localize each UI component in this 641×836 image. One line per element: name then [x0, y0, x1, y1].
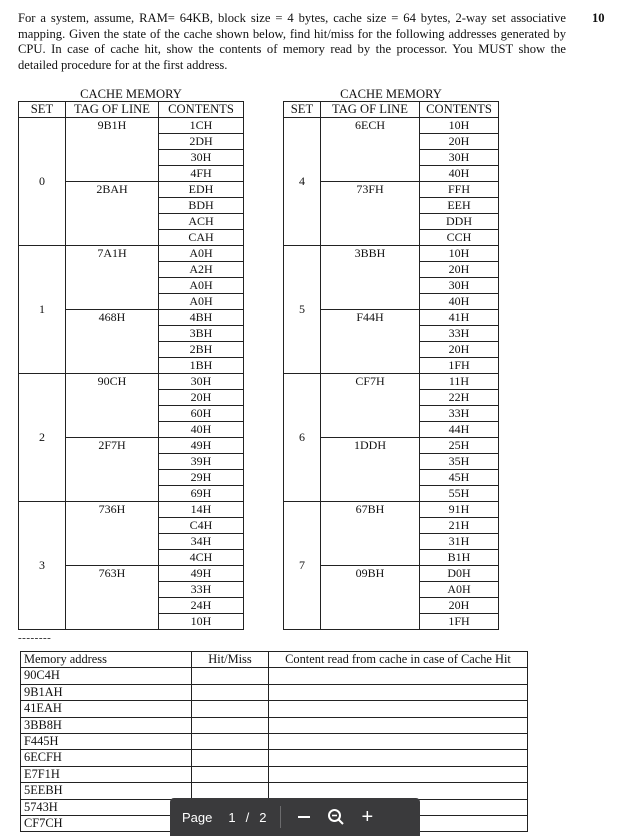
cache-content-byte: 41H	[420, 310, 499, 326]
hit-miss-cell[interactable]	[192, 701, 269, 717]
cache-content-byte: 40H	[159, 422, 244, 438]
cache-content-byte: C4H	[159, 518, 244, 534]
zoom-in-button[interactable]	[361, 807, 373, 827]
set-number: 3	[19, 502, 66, 630]
memory-address: 9B1AH	[21, 684, 192, 700]
tag-of-line: 90CH	[66, 374, 159, 438]
cache-content-byte: 4FH	[159, 166, 244, 182]
cache-content-byte: 29H	[159, 470, 244, 486]
cache-content-byte: 40H	[420, 294, 499, 310]
cache-content-byte: 60H	[159, 406, 244, 422]
tag-of-line: 3BBH	[321, 246, 420, 310]
cache-content-byte: A0H	[420, 582, 499, 598]
cache-column-header: CONTENTS	[420, 102, 499, 118]
content-read-cell[interactable]	[269, 766, 528, 782]
cache-table-left	[18, 101, 244, 630]
cache-content-byte: 25H	[420, 438, 499, 454]
cache-column-header: SET	[19, 102, 66, 118]
cache-content-byte: 22H	[420, 390, 499, 406]
hit-miss-cell[interactable]	[192, 668, 269, 684]
cache-content-byte: CCH	[420, 230, 499, 246]
cache-content-byte: 10H	[420, 246, 499, 262]
set-number: 4	[284, 118, 321, 246]
cache-row	[284, 502, 499, 518]
tag-of-line: 9B1H	[66, 118, 159, 182]
cache-content-byte: CAH	[159, 230, 244, 246]
toolbar-divider	[280, 806, 281, 828]
memory-table-row	[21, 701, 528, 717]
memory-table-row	[21, 734, 528, 750]
minus-icon	[298, 816, 310, 818]
memory-address: 6ECFH	[21, 750, 192, 766]
hit-miss-cell[interactable]	[192, 717, 269, 733]
content-read-cell[interactable]	[269, 734, 528, 750]
cache-row	[284, 246, 499, 262]
set-number: 0	[19, 118, 66, 246]
cache-row	[19, 246, 244, 262]
set-number: 6	[284, 374, 321, 502]
memory-table-row	[21, 766, 528, 782]
zoom-reset-button[interactable]	[327, 808, 345, 826]
tag-of-line: 7A1H	[66, 246, 159, 310]
cache-content-byte: 1CH	[159, 118, 244, 134]
cache-content-byte: 49H	[159, 438, 244, 454]
tag-of-line: 2F7H	[66, 438, 159, 502]
memory-address: E7F1H	[21, 766, 192, 782]
cache-content-byte: 49H	[159, 566, 244, 582]
cache-content-byte: 30H	[159, 374, 244, 390]
tag-of-line: 763H	[66, 566, 159, 630]
page-separator: /	[245, 809, 250, 825]
cache-content-byte: 30H	[420, 150, 499, 166]
memory-address: F445H	[21, 734, 192, 750]
cache-row	[284, 118, 499, 134]
tag-of-line: 09BH	[321, 566, 420, 630]
cache-content-byte: 39H	[159, 454, 244, 470]
memory-address: 5EEBH	[21, 783, 192, 799]
cache-content-byte: 4BH	[159, 310, 244, 326]
cache-content-byte: 10H	[420, 118, 499, 134]
cache-content-byte: D0H	[420, 566, 499, 582]
cache-content-byte: 1FH	[420, 358, 499, 374]
separator-line: --------	[18, 632, 52, 644]
tag-of-line: 73FH	[321, 182, 420, 246]
cache-content-byte: 33H	[420, 406, 499, 422]
cache-content-byte: 10H	[159, 614, 244, 630]
magnifier-icon	[327, 808, 345, 826]
cache-content-byte: 30H	[159, 150, 244, 166]
tag-of-line: 6ECH	[321, 118, 420, 182]
cache-title-left: CACHE MEMORY	[80, 87, 182, 101]
content-read-cell[interactable]	[269, 684, 528, 700]
cache-content-byte: 20H	[420, 134, 499, 150]
cache-content-byte: 21H	[420, 518, 499, 534]
tag-of-line: 736H	[66, 502, 159, 566]
cache-column-header: TAG OF LINE	[66, 102, 159, 118]
hit-miss-cell[interactable]	[192, 734, 269, 750]
content-read-cell[interactable]	[269, 783, 528, 799]
set-number: 2	[19, 374, 66, 502]
cache-column-header: CONTENTS	[159, 102, 244, 118]
cache-row	[284, 374, 499, 390]
cache-content-byte: A0H	[159, 294, 244, 310]
cache-content-byte: DDH	[420, 214, 499, 230]
content-read-cell[interactable]	[269, 668, 528, 684]
cache-row	[19, 502, 244, 518]
cache-content-byte: A0H	[159, 278, 244, 294]
tag-of-line: 2BAH	[66, 182, 159, 246]
content-read-cell[interactable]	[269, 701, 528, 717]
cache-content-byte: 44H	[420, 422, 499, 438]
cache-content-byte: 2DH	[159, 134, 244, 150]
cache-content-byte: 35H	[420, 454, 499, 470]
cache-content-byte: 33H	[420, 326, 499, 342]
cache-content-byte: 4CH	[159, 550, 244, 566]
cache-memory-left	[18, 87, 244, 630]
cache-content-byte: 91H	[420, 502, 499, 518]
cache-content-byte: 40H	[420, 166, 499, 182]
memory-table-row	[21, 750, 528, 766]
tag-of-line: 468H	[66, 310, 159, 374]
cache-content-byte: 20H	[420, 598, 499, 614]
cache-content-byte: EEH	[420, 198, 499, 214]
memory-address: 90C4H	[21, 668, 192, 684]
cache-content-byte: A2H	[159, 262, 244, 278]
hit-miss-cell[interactable]	[192, 783, 269, 799]
cache-content-byte: 24H	[159, 598, 244, 614]
cache-content-byte: A0H	[159, 246, 244, 262]
tag-of-line: CF7H	[321, 374, 420, 438]
set-number: 1	[19, 246, 66, 374]
cache-header-row	[19, 102, 244, 118]
hit-miss-cell[interactable]	[192, 766, 269, 782]
pdf-toolbar	[170, 798, 420, 836]
cache-table-right	[283, 101, 499, 630]
current-page-number[interactable]: 1	[228, 809, 236, 825]
plus-icon: +	[361, 806, 374, 828]
cache-content-byte: 31H	[420, 534, 499, 550]
question-text: For a system, assume, RAM= 64KB, block size = 4 bytes, cache size = 64 bytes, 2-way set associative mapping. Given the state of the cache shown below, find hit/miss for the following addresses generated by CPU. In case of cache hit, show the contents of memory read by the processor. You MUST show the detailed procedure for at the first address.	[18, 11, 566, 72]
cache-memory-right	[283, 87, 499, 630]
cache-content-byte: 11H	[420, 374, 499, 390]
memory-table-header-row	[21, 652, 528, 668]
tag-of-line: 1DDH	[321, 438, 420, 502]
cache-content-byte: 20H	[159, 390, 244, 406]
cache-content-byte: 69H	[159, 486, 244, 502]
cache-row	[19, 374, 244, 390]
memory-table-column-header: Hit/Miss	[192, 652, 269, 668]
memory-table-row	[21, 717, 528, 733]
cache-header-row	[284, 102, 499, 118]
cache-content-byte: ACH	[159, 214, 244, 230]
hit-miss-cell[interactable]	[192, 750, 269, 766]
memory-table-row	[21, 684, 528, 700]
cache-content-byte: 20H	[420, 262, 499, 278]
content-read-cell[interactable]	[269, 717, 528, 733]
cache-title-right: CACHE MEMORY	[340, 87, 442, 101]
cache-content-byte: 14H	[159, 502, 244, 518]
cache-column-header: TAG OF LINE	[321, 102, 420, 118]
cache-content-byte: 45H	[420, 470, 499, 486]
zoom-out-button[interactable]	[295, 816, 313, 818]
question-marks: 10	[592, 11, 605, 25]
set-number: 7	[284, 502, 321, 630]
memory-address: 5743H	[21, 799, 192, 815]
cache-content-byte: 34H	[159, 534, 244, 550]
cache-content-byte: 2BH	[159, 342, 244, 358]
total-pages: 2	[259, 809, 267, 825]
tag-of-line: 67BH	[321, 502, 420, 566]
cache-content-byte: 20H	[420, 342, 499, 358]
page-label: Page	[182, 809, 213, 825]
memory-address: 41EAH	[21, 701, 192, 717]
cache-row	[19, 118, 244, 134]
cache-content-byte: 1BH	[159, 358, 244, 374]
cache-content-byte: FFH	[420, 182, 499, 198]
cache-content-byte: 55H	[420, 486, 499, 502]
memory-address: 3BB8H	[21, 717, 192, 733]
memory-address: CF7CH	[21, 816, 192, 832]
hit-miss-cell[interactable]	[192, 684, 269, 700]
cache-content-byte: BDH	[159, 198, 244, 214]
cache-content-byte: 33H	[159, 582, 244, 598]
cache-content-byte: 30H	[420, 278, 499, 294]
set-number: 5	[284, 246, 321, 374]
memory-table-column-header: Memory address	[21, 652, 192, 668]
content-read-cell[interactable]	[269, 750, 528, 766]
cache-content-byte: 1FH	[420, 614, 499, 630]
memory-table-row	[21, 668, 528, 684]
memory-table-column-header: Content read from cache in case of Cache Hit	[269, 652, 528, 668]
memory-table-row	[21, 783, 528, 799]
cache-content-byte: B1H	[420, 550, 499, 566]
cache-content-byte: EDH	[159, 182, 244, 198]
cache-column-header: SET	[284, 102, 321, 118]
cache-content-byte: 3BH	[159, 326, 244, 342]
tag-of-line: F44H	[321, 310, 420, 374]
